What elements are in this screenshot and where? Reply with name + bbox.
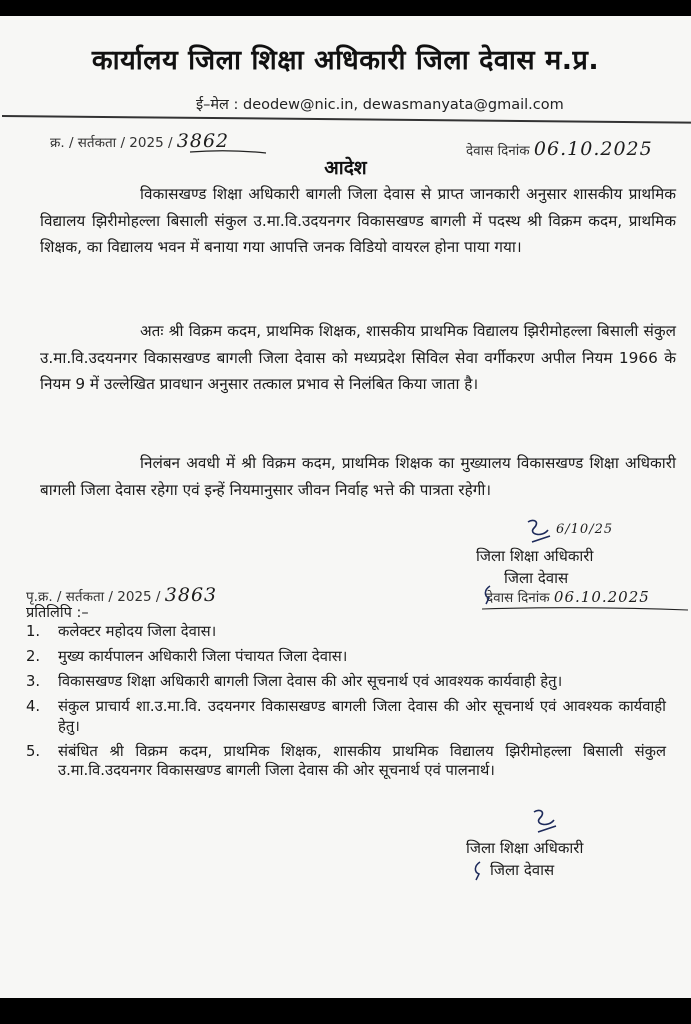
initial-mark [470,860,486,882]
list-number: 5. [26,742,41,760]
reference-prefix: क्र. / सर्तकता / 2025 / [50,135,173,151]
signature-district: जिला देवास [490,861,555,879]
copy-heading: प्रतिलिपि :– [26,605,89,621]
header-divider [2,115,691,124]
signature-date: 6/10/25 [556,522,614,537]
list-item [26,742,666,781]
list-text: कलेक्टर महोदय जिला देवास। [58,623,217,640]
list-item [26,672,666,692]
reference-date-label: देवास दिनांक [466,143,530,159]
copy-reference-date-label: देवास दिनांक [486,590,550,606]
paragraph-1: विकासखण्ड शिक्षा अधिकारी बागली जिला देवास से प्राप्त जानकारी अनुसार शासकीय प्राथमिक विद्यालय झिरीमोहल्ला बिसाली संकुल उ.मा.वि.उदयनगर विकासखण्ड बागली में पदस्थ श्री विक्रम कदम, प्राथमिक शिक्षक, का विद्यालय भवन में बनाया गया आपत्ति जनक विडियो वायरल होना पाया गया। [40,185,676,256]
signature-district: जिला देवास [504,569,569,587]
list-item [26,647,666,667]
order-title: आदेश [324,157,367,179]
email-value: deodew@nic.in, dewasmanyata@gmail.com [242,97,564,113]
list-text: संकुल प्राचार्य शा.उ.मा.वि. उदयनगर विकासखण्ड बागली जिला देवास की ओर सूचनार्थ एवं आवश्यक कार्यवाही हेतु। [58,698,666,735]
reference-handwritten-date: 06.10.2025 [533,138,653,160]
signature-designation: जिला शिक्षा अधिकारी [476,547,594,565]
list-number: 3. [26,673,41,690]
list-item [26,622,666,642]
copy-list [26,622,666,786]
list-text: मुख्य कार्यपालन अधिकारी जिला पंचायत जिला देवास। [58,648,348,665]
email-label: ई–मेल : [196,97,239,113]
list-number: 1. [26,623,41,640]
list-text: संबंधित श्री विक्रम कदम, प्राथमिक शिक्षक, शासकीय प्राथमिक विद्यालय झिरीमोहल्ला बिसाली संकुल उ.मा.वि.उदयनगर विकासखण्ड बागली जिला देवास की ओर सूचनार्थ एवं पालनार्थ। [58,742,666,779]
signature-designation: जिला शिक्षा अधिकारी [466,839,584,857]
initial-mark [480,584,496,606]
list-text: विकासखण्ड शिक्षा अधिकारी बागली जिला देवास की ओर सूचनार्थ एवं आवश्यक कार्यवाही हेतु। [58,673,563,690]
signature-scribble [526,806,566,840]
copy-reference-handwritten-number: 3863 [164,584,218,606]
office-title: कार्यालय जिला शिक्षा अधिकारी जिला देवास म.प्र. [91,45,600,76]
list-item [26,697,666,736]
reference-handwritten-number: 3862 [176,130,230,152]
list-number: 2. [26,648,41,665]
list-number: 4. [26,698,41,715]
copy-reference-handwritten-date: 06.10.2025 [553,588,650,606]
signature-scribble [520,516,560,550]
copy-reference-prefix: पृ.क्र. / सर्तकता / 2025 / [26,589,161,605]
email-line [196,94,564,114]
paragraph-2: अतः श्री विक्रम कदम, प्राथमिक शिक्षक, शासकीय प्राथमिक विद्यालय झिरीमोहल्ला बिसाली संकुल उ.मा.वि.उदयनगर विकासखण्ड बागली जिला देवास को मध्यप्रदेश सिविल सेवा वर्गीकरण अपील नियम 1966 के नियम 9 में उल्लेखित प्रावधान अनुसार तत्काल प्रभाव से निलंबित किया जाता है। [40,322,676,393]
document-page [0,16,691,998]
paragraph-3: निलंबन अवधी में श्री विक्रम कदम, प्राथमिक शिक्षक का मुख्यालय विकासखण्ड शिक्षा अधिकारी बागली जिला देवास रहेगा एवं इन्हें नियमानुसार जीवन निर्वाह भत्ते की पात्रता रहेगी। [40,454,676,499]
underline-stroke [480,604,690,614]
